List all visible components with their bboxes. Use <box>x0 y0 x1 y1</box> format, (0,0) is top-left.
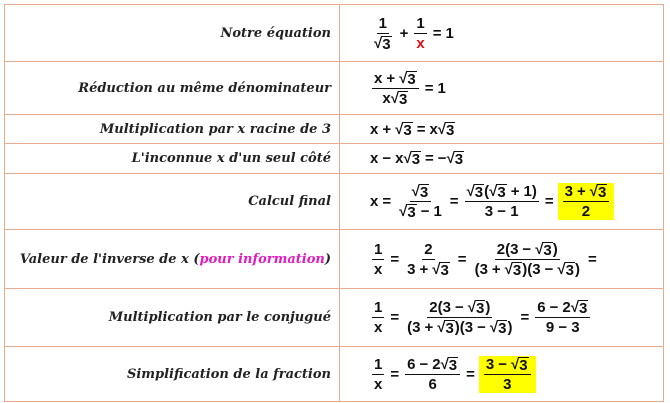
math-text: 6 <box>407 355 416 373</box>
operator: + <box>576 183 586 200</box>
square-root <box>432 261 450 278</box>
square-root <box>391 90 409 107</box>
denominator: 3 − 1 <box>484 203 519 220</box>
math-text: 3 <box>519 356 528 374</box>
square-root <box>395 121 413 138</box>
radical-sign: √ <box>467 299 476 316</box>
math-text: 3 <box>407 70 416 88</box>
math-text: 3 <box>382 35 391 53</box>
numerator: 2 <box>424 240 433 258</box>
square-root <box>399 203 417 220</box>
equation <box>370 150 464 167</box>
math-text: 3 <box>497 184 506 201</box>
radical-sign: √ <box>557 260 566 278</box>
radical-sign: √ <box>403 150 412 167</box>
row-label <box>5 115 340 144</box>
numerator: 2(3 − √ 3 ) <box>429 299 491 317</box>
denominator <box>380 89 410 107</box>
equation-cell <box>340 62 664 115</box>
label-text: ) <box>324 251 331 267</box>
table-row <box>5 5 664 62</box>
fraction <box>405 299 514 336</box>
math-text: 3 <box>407 260 416 278</box>
label-text: Multiplication par le conjugué <box>108 310 331 325</box>
equation-cell <box>340 5 664 62</box>
label-text: Simplification de la fraction <box>126 366 331 382</box>
math-text: 3 <box>479 260 488 278</box>
math-text: x <box>370 120 379 138</box>
operator: = <box>587 250 597 268</box>
row-label <box>5 5 340 62</box>
operator: = <box>390 250 400 268</box>
numerator <box>535 299 590 318</box>
equation-table <box>4 4 664 402</box>
radical-sign: √ <box>440 355 449 373</box>
math-text: 3 <box>398 90 408 108</box>
math-text: 3 <box>485 355 495 373</box>
operator: + <box>424 319 434 336</box>
math-text: 3 <box>464 319 474 336</box>
numerator: 1 <box>374 240 383 258</box>
square-root <box>374 35 392 52</box>
operator: − <box>544 260 554 278</box>
numerator: 2(3 − √ 3 ) <box>496 240 558 259</box>
denominator: 3 <box>503 375 512 393</box>
math-text: 3 <box>440 261 449 279</box>
math-text: 3 <box>512 261 522 279</box>
numerator: √ 3 ( √ 3 + 1) <box>466 183 537 201</box>
fraction <box>372 356 384 393</box>
math-text: 3 <box>411 151 421 168</box>
operator: − <box>382 150 392 167</box>
radical-sign: √ <box>374 34 383 52</box>
operator: = <box>449 193 459 210</box>
operator: = <box>390 365 400 383</box>
label-text: Calcul final <box>248 194 331 209</box>
numerator: 1 <box>416 14 425 32</box>
radical-sign: √ <box>446 150 455 167</box>
square-root <box>437 319 455 336</box>
math-text: 3 <box>446 121 455 139</box>
numerator: 1 <box>374 355 383 373</box>
operator: − <box>454 299 464 316</box>
radical-sign: √ <box>504 260 513 278</box>
operator: − <box>420 203 430 220</box>
square-root <box>590 183 608 200</box>
radical-sign: √ <box>589 183 598 200</box>
equation <box>370 15 454 52</box>
operator: + <box>382 120 392 138</box>
numerator <box>410 183 432 202</box>
operator: + <box>399 24 409 42</box>
radical-sign: √ <box>395 120 404 138</box>
fraction <box>405 241 452 278</box>
radical-sign: √ <box>390 89 399 107</box>
operator: = <box>382 193 392 210</box>
label-text: L'inconnue x d'un seul côté <box>131 151 331 166</box>
fraction <box>414 15 426 52</box>
denominator: 9 − 3 <box>545 319 580 336</box>
math-text: x <box>374 69 383 87</box>
operator: − <box>549 299 559 316</box>
table-row <box>5 289 664 347</box>
numerator <box>405 356 460 375</box>
radical-sign: √ <box>437 319 446 336</box>
equation-cell <box>340 289 664 347</box>
fraction <box>372 15 394 52</box>
equation <box>370 121 455 138</box>
radical-sign: √ <box>570 299 579 316</box>
label-text: Multiplication par x racine de 3 <box>99 121 331 137</box>
denominator: x <box>374 260 383 278</box>
operator: = <box>390 309 400 326</box>
equation <box>370 70 446 107</box>
math-text: 3 <box>564 183 573 200</box>
math-text: 2 <box>496 240 506 258</box>
equation <box>370 241 601 278</box>
operator: − <box>498 355 508 373</box>
equation-cell <box>340 347 664 402</box>
row-label <box>5 144 340 174</box>
math-text: 3 <box>532 260 541 278</box>
math-text: 3 <box>565 261 574 279</box>
radical-sign: √ <box>511 355 520 373</box>
denominator: x <box>416 34 425 52</box>
math-text: 2 <box>432 355 441 373</box>
numerator <box>372 70 419 89</box>
square-root <box>535 241 553 258</box>
label-pink-text: pour information <box>199 251 325 267</box>
table-row <box>5 174 664 230</box>
math-text: 3 <box>475 300 485 317</box>
highlighted-result <box>558 183 615 220</box>
numerator <box>563 183 610 202</box>
math-text: 3 <box>448 356 458 374</box>
label-text: Réduction au même dénominateur <box>78 80 331 96</box>
radical-sign: √ <box>489 183 498 200</box>
operator: = <box>544 193 554 210</box>
math-text: 3 <box>403 121 412 139</box>
fraction <box>563 183 610 220</box>
math-text: 3 <box>407 204 416 221</box>
math-text: x <box>370 193 379 210</box>
radical-sign: √ <box>535 240 544 258</box>
math-text: 3 <box>454 151 464 168</box>
operator: + <box>386 69 396 87</box>
operator: + <box>510 183 520 200</box>
table-row <box>5 144 664 174</box>
row-label <box>5 347 340 402</box>
square-root <box>412 183 430 200</box>
math-text: 1 <box>437 79 446 97</box>
square-root <box>403 150 421 167</box>
equation-cell <box>340 174 664 230</box>
operator: = <box>466 365 475 383</box>
square-root <box>447 150 465 167</box>
square-root <box>571 299 589 316</box>
math-text: − <box>437 150 447 167</box>
math-text: 3 <box>445 320 454 337</box>
equation-cell <box>340 144 664 174</box>
fraction <box>405 356 460 393</box>
denominator: x <box>374 375 383 393</box>
radical-sign: √ <box>489 319 499 336</box>
fraction <box>372 70 419 107</box>
label-text: Valeur de l'inverse de x ( <box>19 251 200 267</box>
denominator: (3 + √ 3 )(3 − √ 3 ) <box>407 319 513 337</box>
table-row <box>5 115 664 144</box>
equation <box>370 356 536 393</box>
radical-sign: √ <box>432 260 441 278</box>
square-root <box>490 319 508 336</box>
denominator: x <box>374 319 383 336</box>
operator: − <box>522 240 532 258</box>
equation <box>370 183 614 220</box>
math-text: 3 <box>543 241 552 259</box>
denominator: 6 <box>428 375 437 393</box>
row-label <box>5 289 340 347</box>
math-text: 3 <box>597 184 607 201</box>
square-root <box>441 356 459 373</box>
square-root <box>399 70 417 87</box>
math-text: 2 <box>429 299 438 316</box>
math-text: x <box>395 150 404 167</box>
operator: + <box>491 260 501 278</box>
square-root <box>505 261 523 278</box>
table-row <box>5 62 664 115</box>
square-root <box>467 183 485 200</box>
denominator: (3 + √ 3 )(3 − √ 3 ) <box>474 260 580 279</box>
highlighted-result <box>479 356 536 393</box>
math-text: x <box>382 89 391 107</box>
operator: = <box>416 120 426 138</box>
math-text: x <box>370 150 379 167</box>
radical-sign: √ <box>399 69 408 87</box>
denominator <box>405 260 452 278</box>
table-row <box>5 230 664 289</box>
square-root <box>557 261 575 278</box>
operator: = <box>425 150 434 167</box>
operator: = <box>520 309 530 326</box>
fraction <box>397 183 444 220</box>
math-text: 1 <box>445 24 454 42</box>
fraction <box>372 241 384 278</box>
fraction <box>473 241 582 278</box>
row-label <box>5 174 340 230</box>
radical-sign: √ <box>466 183 475 200</box>
operator: − <box>477 319 486 336</box>
operator: − <box>419 355 429 373</box>
square-root <box>468 299 486 316</box>
radical-sign: √ <box>437 120 447 138</box>
math-text: 3 <box>578 300 588 317</box>
math-text: 3 <box>442 299 451 316</box>
square-root <box>489 183 507 200</box>
denominator <box>397 202 444 220</box>
radical-sign: √ <box>411 183 420 200</box>
fraction <box>465 183 539 220</box>
operator: + <box>419 260 429 278</box>
fraction <box>535 299 590 336</box>
numerator: 1 <box>378 14 387 32</box>
math-text: 1 <box>433 203 442 220</box>
denominator <box>372 34 394 52</box>
math-text: 1 <box>523 183 532 200</box>
equation-cell <box>340 115 664 144</box>
label-text: Notre équation <box>220 25 331 41</box>
math-text: 3 <box>419 184 429 201</box>
numerator: 1 <box>374 299 383 316</box>
denominator: 2 <box>581 203 591 220</box>
equation-cell <box>340 230 664 289</box>
math-text: 2 <box>562 299 571 316</box>
square-root <box>438 121 456 138</box>
row-label <box>5 62 340 115</box>
radical-sign: √ <box>399 203 408 220</box>
math-text: 3 <box>474 184 484 201</box>
square-root <box>511 356 529 373</box>
operator: = <box>457 250 467 268</box>
table-row <box>5 347 664 402</box>
fraction <box>372 299 384 336</box>
fraction <box>484 356 531 393</box>
math-text: 3 <box>510 240 519 258</box>
math-text: x <box>429 120 438 138</box>
operator: = <box>432 24 442 42</box>
numerator <box>484 356 531 375</box>
row-label <box>5 230 340 289</box>
operator: = <box>424 79 434 97</box>
math-text: 3 <box>412 319 421 336</box>
math-text: 6 <box>537 299 546 316</box>
math-text: 3 <box>498 320 507 337</box>
equation <box>370 299 592 336</box>
